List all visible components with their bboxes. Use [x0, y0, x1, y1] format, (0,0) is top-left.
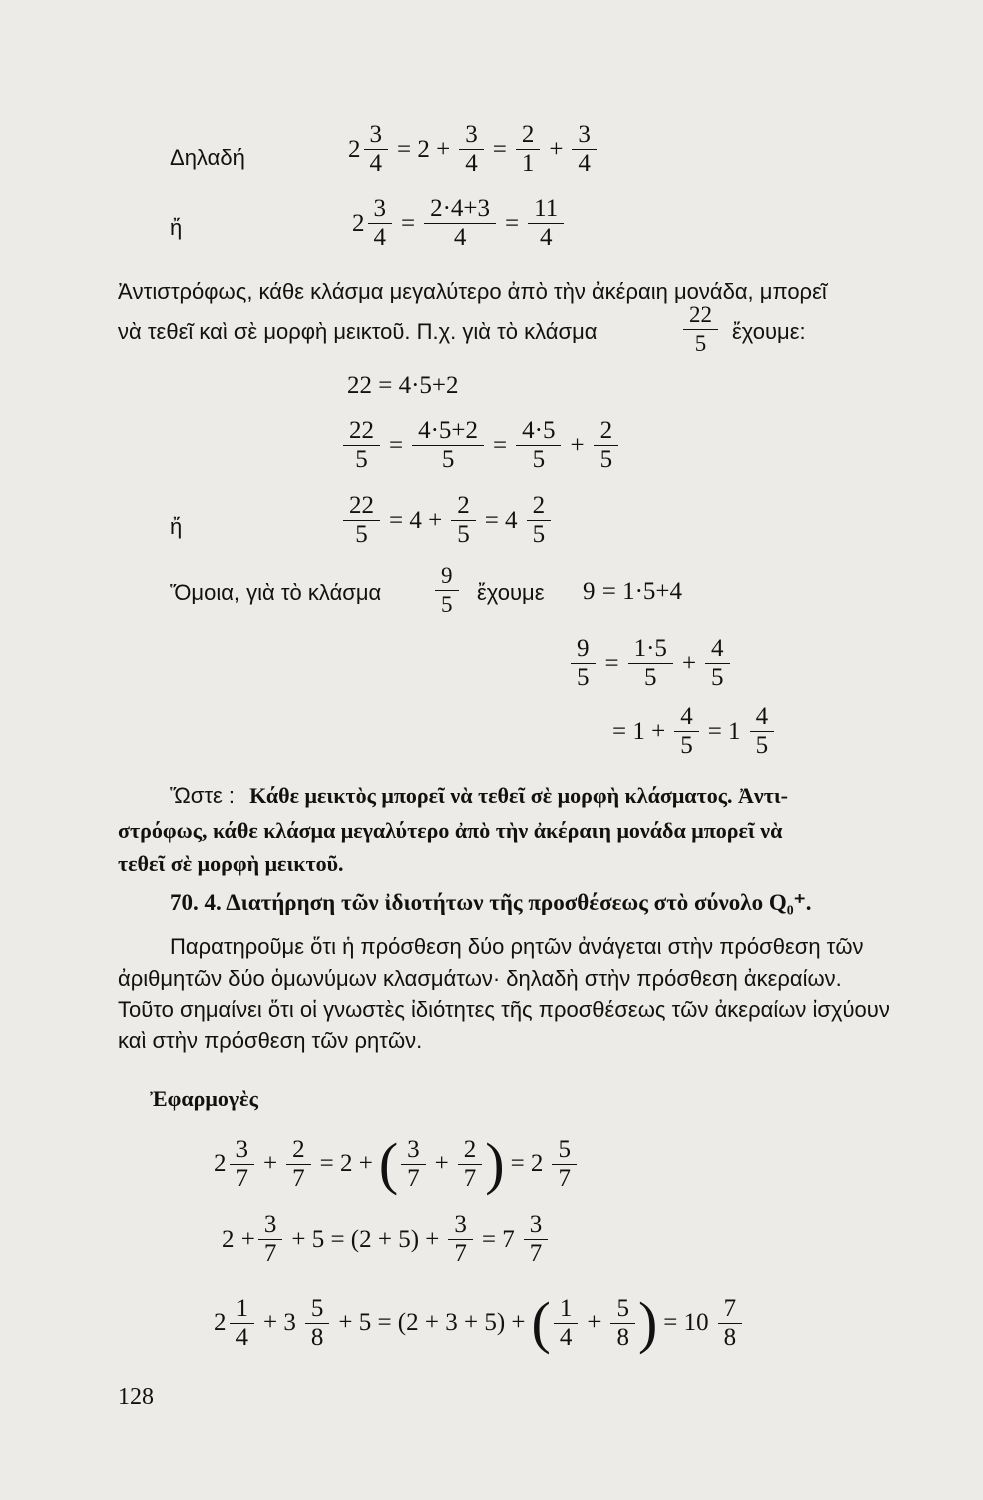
- eq5-frac-2: $\frac{2}{5}$: [451, 493, 476, 548]
- eq1-frac-1: $\frac{3}{4}$: [364, 122, 389, 177]
- para1-line2: [118, 319, 598, 345]
- eq6-frac-2: $\frac{1\cdot 5}{5}$: [628, 636, 673, 691]
- para1-line2a: νὰ τεθεῖ καὶ σὲ μορφὴ μεικτοῦ. Π.χ. γιὰ τὸ κλάσμα: [118, 319, 598, 344]
- eq1-frac-4: $\frac{3}{4}$: [572, 122, 597, 177]
- para3-line1: Παρατηροῦμε ὅτι ἡ πρόσθεση δύο ρητῶν ἀνάγεται στὴν πρόσθεση τῶν: [170, 934, 864, 959]
- eq1-plus: +: [549, 135, 564, 163]
- label-h-1: ἤ: [170, 215, 183, 240]
- conclusion-bold-1: Κάθε μεικτὸς μπορεῖ νὰ τεθεῖ σὲ μορφὴ κλάσματος. Ἀντι-: [249, 783, 788, 808]
- application-1: 2 $\frac{3}{7}$ + $\frac{2}{7}$ = 2 + ( $\frac{3}{7}$ + $\frac{2}{7}$ ) = 2 $\frac{5}{7}$: [214, 1135, 580, 1193]
- para2-c: 9 = 1·5+4: [583, 578, 683, 605]
- eq4-frac-4: $\frac{2}{5}$: [594, 418, 619, 473]
- applications-heading: Ἐφαρμογὲς: [150, 1086, 258, 1111]
- para2-a: Ὅμοια, γιὰ τὸ κλάσμα: [170, 580, 382, 605]
- equation-2: [352, 196, 567, 251]
- eq5-frac-1: $\frac{22}{5}$: [343, 493, 380, 548]
- application-2: 2 + $\frac{3}{7}$ + 5 = (2 + 5) + $\frac{3}{7}$ = 7 $\frac{3}{7}$: [222, 1212, 551, 1267]
- eq4-frac-1: $\frac{22}{5}$: [343, 418, 380, 473]
- eq2-frac-1: $\frac{3}{4}$: [368, 196, 393, 251]
- equation-6: $\frac{9}{5}$ = $\frac{1\cdot 5}{5}$ + $\frac{4}{5}$: [568, 636, 733, 691]
- eq4-frac-3: $\frac{4\cdot 5}{5}$: [516, 418, 561, 473]
- eq6-frac-3: $\frac{4}{5}$: [705, 636, 730, 691]
- para1-line2b: ἔχουμε:: [732, 319, 806, 344]
- para3-line3: Τοῦτο σημαίνει ὅτι οἱ γνωστὲς ἰδιότητες τῆς προσθέσεως τῶν ἀκεραίων ἰσχύουν: [118, 997, 890, 1022]
- eq1-whole: 2: [348, 135, 361, 163]
- eq1-frac-2: $\frac{3}{4}$: [459, 122, 484, 177]
- eq2-frac-2: $\frac{2\cdot 4+3}{4}$: [424, 196, 496, 251]
- equation-7: = 1 + $\frac{4}{5}$ = 1 $\frac{4}{5}$: [606, 704, 777, 759]
- para1-fraction: $\frac{22}{5}$: [680, 302, 721, 357]
- eq6-frac-1: $\frac{9}{5}$: [571, 636, 596, 691]
- application-3: 2 $\frac{1}{4}$ + 3 $\frac{5}{8}$ + 5 = (2 + 3 + 5) + ( $\frac{1}{4}$ + $\frac{5}{8}$ ) = 10 $\frac{7}{8}$: [214, 1294, 745, 1352]
- label-h-2: ἤ: [170, 514, 183, 539]
- eq5-frac-3: $\frac{2}{5}$: [527, 493, 552, 548]
- para2-b: ἔχουμε: [477, 580, 545, 605]
- eq2-op: =: [401, 209, 416, 237]
- eq7-frac-1: $\frac{4}{5}$: [674, 704, 699, 759]
- equation-3: 22 = 4·5+2: [347, 372, 459, 399]
- eq2-op2: =: [505, 209, 520, 237]
- eq1-op2: =: [492, 135, 507, 163]
- eq4-frac-2: $\frac{4\cdot 5+2}{5}$: [412, 418, 484, 473]
- eq2-frac-3: $\frac{11}{4}$: [528, 196, 564, 251]
- eq7-frac-2: $\frac{4}{5}$: [750, 704, 775, 759]
- para3-line4: καὶ στὴν πρόσθεση τῶν ρητῶν.: [118, 1028, 423, 1053]
- equation-1: [348, 122, 600, 177]
- conclusion-lead: Ὥστε :: [170, 783, 236, 808]
- eq1-op: = 2 +: [397, 135, 451, 163]
- eq1-frac-3: $\frac{2}{1}$: [516, 122, 541, 177]
- label-dhladh: Δηλαδή: [170, 145, 245, 170]
- para2-fraction: $\frac{9}{5}$: [432, 563, 462, 618]
- equation-5: $\frac{22}{5}$ = 4 + $\frac{2}{5}$ = 4 $\frac{2}{5}$: [340, 493, 554, 548]
- para3-line2: ἀριθμητῶν δύο ὁμωνύμων κλασμάτων· δηλαδὴ στὴν πρόσθεση ἀκεραίων.: [118, 966, 842, 991]
- conclusion-line1: [170, 783, 788, 809]
- eq2-whole: 2: [352, 209, 365, 237]
- page-number: 128: [118, 1384, 154, 1410]
- section-heading: 70. 4. Διατήρηση τῶν ἰδιοτήτων τῆς προσθέσεως στὸ σύνολο Q₀⁺.: [170, 890, 812, 915]
- equation-4: $\frac{22}{5}$ = $\frac{4\cdot 5+2}{5}$ = $\frac{4\cdot 5}{5}$ + $\frac{2}{5}$: [340, 418, 621, 473]
- conclusion-line3: τεθεῖ σὲ μορφὴ μεικτοῦ.: [118, 851, 344, 876]
- para1-line1: Ἀντιστρόφως, κάθε κλάσμα μεγαλύτερο ἀπὸ τὴν ἀκέραιη μονάδα, μπορεῖ: [118, 279, 827, 304]
- conclusion-line2: στρόφως, κάθε κλάσμα μεγαλύτερο ἀπὸ τὴν ἀκέραιη μονάδα μπορεῖ νὰ: [118, 818, 783, 843]
